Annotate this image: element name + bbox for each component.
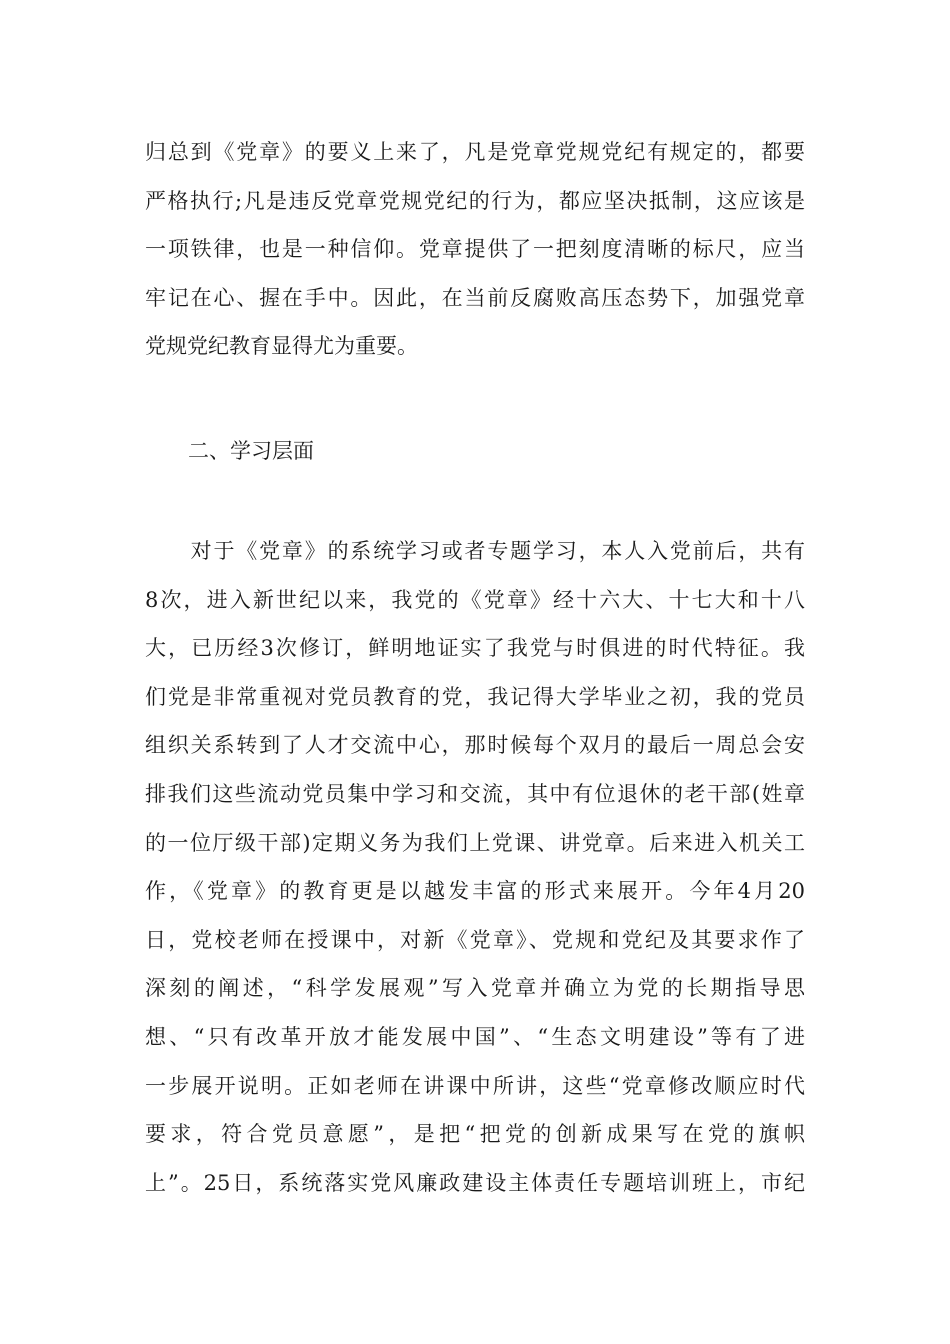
paragraph-line: 组织关系转到了人才交流中心，那时候每个双月的最后一周总会安 [145,733,805,758]
paragraph-line: 8次，进入新世纪以来，我党的《党章》经十六大、十七大和十八 [145,587,805,612]
paragraph-line: 的一位厅级干部)定期义务为我们上党课、讲党章。后来进入机关工 [145,830,805,855]
paragraph-continuation [145,128,805,371]
paragraph-line: 党规党纪教育显得尤为重要。 [145,334,418,359]
paragraph-line: 归总到《党章》的要义上来了，凡是党章党规党纪有规定的，都要 [145,140,805,164]
paragraph-line: 严格执行;凡是违反党章党规党纪的行为，都应坚决抵制，这应该是 [145,188,805,213]
paragraph-learning [145,527,805,1207]
paragraph-line: 一步展开说明。正如老师在讲课中所讲，这些“党章修改顺应时代 [145,1073,805,1098]
section-heading: 二、学习层面 [188,439,314,463]
paragraph-line: 牢记在心、握在手中。因此，在当前反腐败高压态势下，加强党章 [145,285,805,310]
paragraph-line: 日，党校老师在授课中，对新《党章》、党规和党纪及其要求作了 [145,927,805,952]
paragraph-line: 们党是非常重视对党员教育的党，我记得大学毕业之初，我的党员 [145,684,805,709]
paragraph-line: 排我们这些流动党员集中学习和交流，其中有位退休的老干部(姓章 [145,781,805,806]
paragraph-line: 深刻的阐述，“科学发展观”写入党章并确立为党的长期指导思 [145,976,805,1001]
paragraph-line: 要求，符合党员意愿”，是把“把党的创新成果写在党的旗帜 [145,1122,805,1147]
paragraph-line: 对于《党章》的系统学习或者专题学习，本人入党前后，共有 [145,539,805,563]
paragraph-line: 作，《党章》的教育更是以越发丰富的形式来展开。今年4月20 [145,879,805,904]
paragraph-line: 想、“只有改革开放才能发展中国”、“生态文明建设”等有了进 [145,1024,805,1049]
paragraph-line: 大，已历经3次修订，鲜明地证实了我党与时俱进的时代特征。我 [145,636,805,661]
paragraph-line: 一项铁律，也是一种信仰。党章提供了一把刻度清晰的标尺，应当 [145,237,805,262]
paragraph-line: 上”。25日，系统落实党风廉政建设主体责任专题培训班上，市纪 [145,1170,805,1195]
